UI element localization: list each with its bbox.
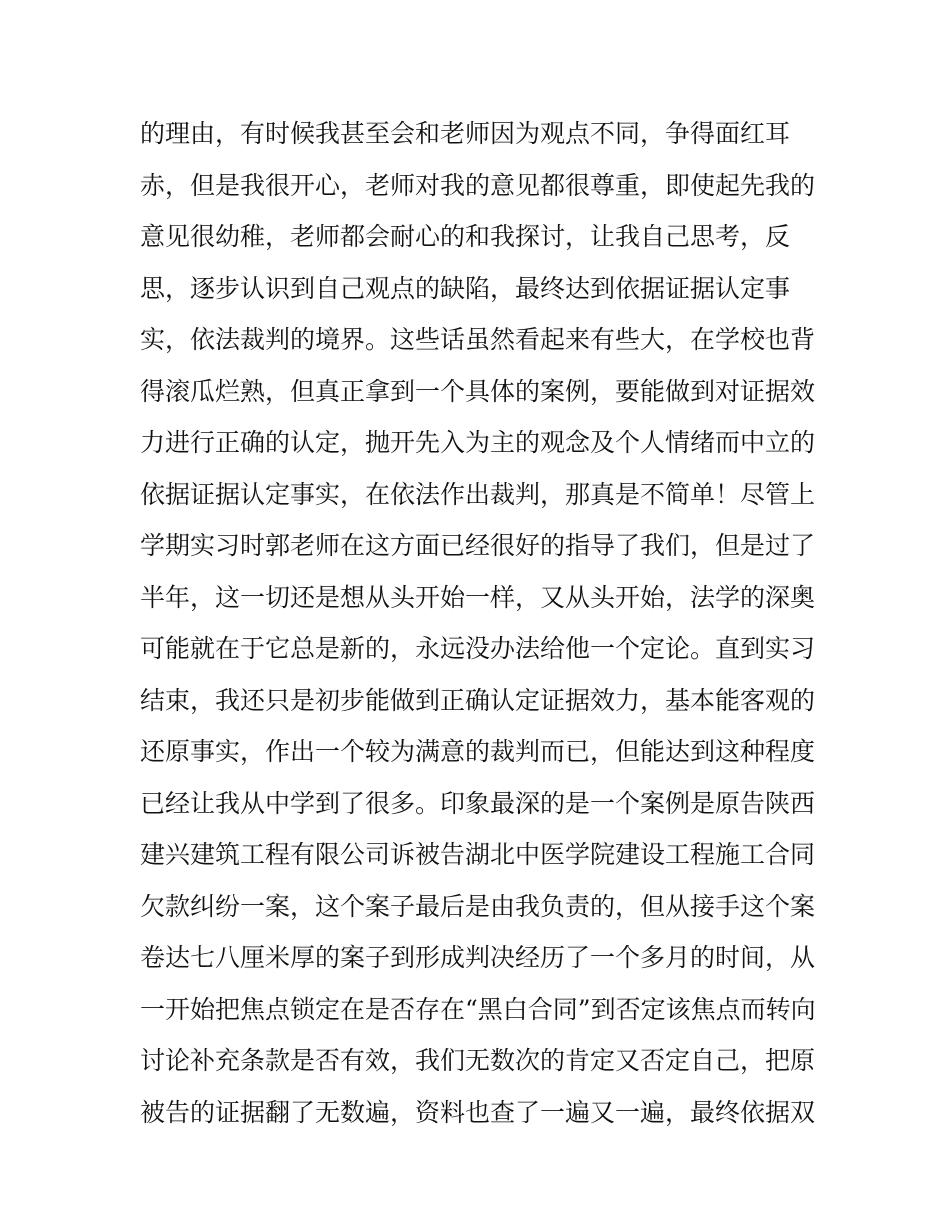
text-line: 思，逐步认识到自己观点的缺陷，最终达到依据证据认定事: [140, 273, 791, 303]
text-line: 建兴建筑工程有限公司诉被告湖北中医学院建设工程施工合同: [140, 840, 816, 869]
body-text: [140, 108, 820, 1138]
text-line: 还原事实，作出一个较为满意的裁判而已，但能达到这种程度: [140, 737, 816, 766]
text-line: 半年，这一切还是想从头开始一样，又从头开始，法学的深奥: [140, 582, 816, 612]
text-line: 可能就在于它总是新的，永远没办法给他一个定论。直到实习: [140, 634, 816, 663]
text-line: 学期实习时郭老师在这方面已经很好的指导了我们，但是过了: [140, 531, 816, 560]
text-line: 力进行正确的认定，抛开先入为主的观念及个人情绪而中立的: [140, 428, 816, 457]
text-line: 赤，但是我很开心，老师对我的意见都很尊重，即使起先我的: [140, 170, 816, 200]
text-line: 已经让我从中学到了很多。印象最深的是一个案例是原告陕西: [140, 788, 816, 818]
text-line: 得滚瓜烂熟，但真正拿到一个具体的案例，要能做到对证据效: [140, 376, 816, 406]
text-line: 实，依法裁判的境界。这些话虽然看起来有些大，在学校也背: [140, 325, 816, 354]
text-line: 卷达七八厘米厚的案子到形成判决经历了一个多月的时间，从: [140, 943, 816, 972]
text-line: 的理由，有时候我甚至会和老师因为观点不同，争得面红耳: [140, 119, 791, 148]
text-line: 依据证据认定事实，在依法作出裁判，那真是不简单！尽管上: [140, 479, 816, 509]
text-line: 一开始把焦点锁定在是否存在“黑白合同”到否定该焦点而转向: [140, 994, 816, 1024]
text-line: 欠款纠纷一案，这个案子最后是由我负责的，但从接手这个案: [140, 891, 816, 921]
text-line: 被告的证据翻了无数遍，资料也查了一遍又一遍，最终依据双: [140, 1097, 816, 1127]
text-line: 结束，我还只是初步能做到正确认定证据效力，基本能客观的: [140, 685, 816, 715]
text-line: 意见很幼稚，老师都会耐心的和我探讨，让我自己思考，反: [140, 222, 791, 251]
text-line: 讨论补充条款是否有效，我们无数次的肯定又否定自己，把原: [140, 1046, 816, 1075]
